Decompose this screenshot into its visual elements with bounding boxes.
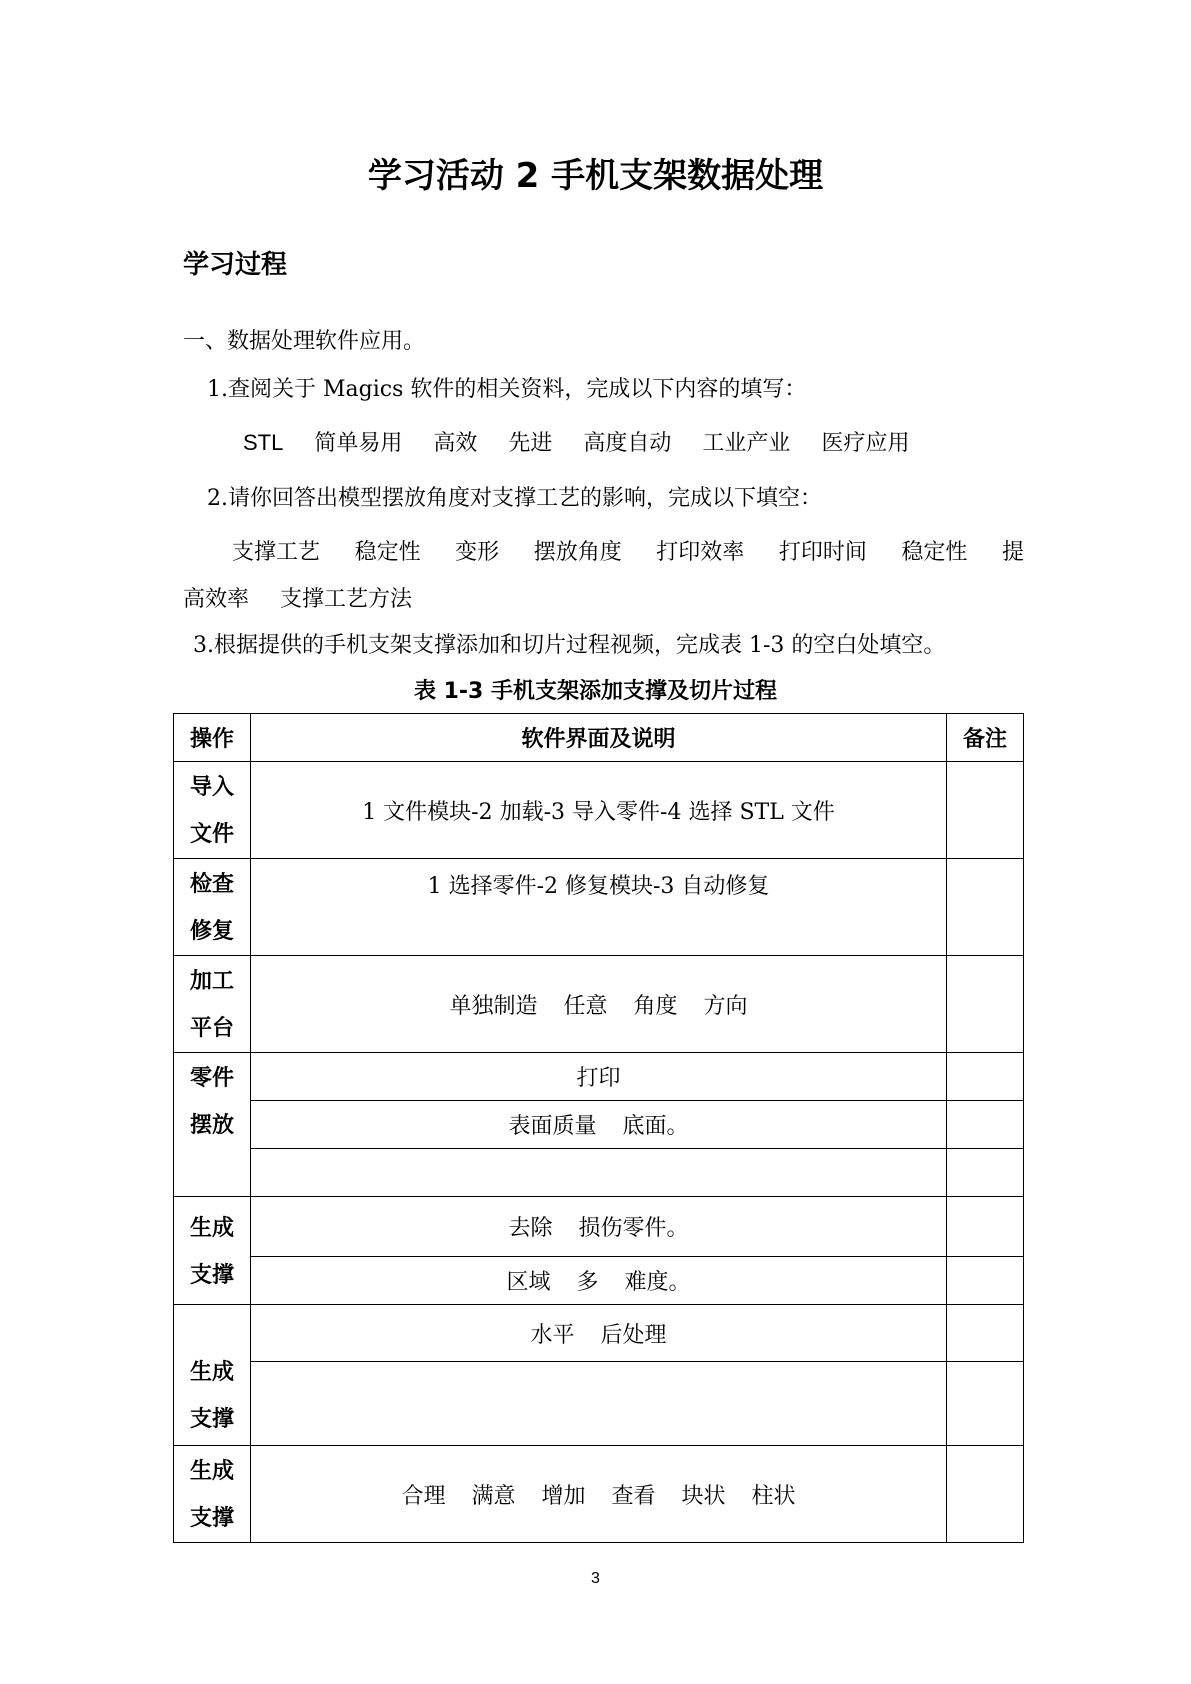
question-1-answer-words <box>243 428 909 459</box>
desc-cell: 打印 <box>251 1053 947 1101</box>
table-caption: 表 1-3 手机支架添加支撑及切片过程 <box>413 679 778 704</box>
table-row <box>174 1257 1024 1305</box>
answer-word: 打印时间 <box>778 540 867 565</box>
op-cell: 零件 摆放 <box>174 1053 251 1197</box>
desc-cell: 去除 损伤零件。 <box>251 1197 947 1257</box>
note-cell <box>947 1257 1024 1305</box>
op-cell: 生成 支撑 <box>174 1305 251 1446</box>
note-cell <box>947 762 1024 859</box>
note-cell <box>947 859 1024 956</box>
answer-word: 医疗应用 <box>821 431 910 456</box>
note-cell <box>947 1149 1024 1197</box>
op-cell: 生成 支撑 <box>174 1197 251 1305</box>
question-2-text: 2.请你回答出模型摆放角度对支撑工艺的影响，完成以下填空： <box>207 486 822 511</box>
section-heading: 学习过程 <box>183 250 288 280</box>
table-row <box>174 1101 1024 1149</box>
answer-word: 稳定性 <box>354 540 421 565</box>
answer-word: 工业产业 <box>702 431 791 456</box>
answer-word: 支撑工艺 <box>232 540 321 565</box>
op-cell: 生成 支撑 <box>174 1446 251 1543</box>
table-row <box>174 1362 1024 1446</box>
desc-cell: 水平 后处理 <box>251 1305 947 1362</box>
desc-cell: 1 选择零件-2 修复模块-3 自动修复 <box>251 859 947 956</box>
table-row <box>174 956 1024 1053</box>
table-row <box>174 1197 1024 1257</box>
desc-cell <box>251 1362 947 1446</box>
page-number: 3 <box>591 1570 600 1587</box>
answer-word: 高效 <box>433 431 478 456</box>
header-desc: 软件界面及说明 <box>251 714 947 762</box>
answer-word: 支撑工艺方法 <box>280 587 413 612</box>
note-cell <box>947 1053 1024 1101</box>
op-cell: 加工 平台 <box>174 956 251 1053</box>
page-title: 学习活动 2 手机支架数据处理 <box>367 156 824 196</box>
desc-cell: 表面质量 底面。 <box>251 1101 947 1149</box>
answer-word: 简单易用 <box>314 431 403 456</box>
question-2-answer-words-line2 <box>183 585 412 615</box>
header-note: 备注 <box>947 714 1024 762</box>
table-row <box>174 1149 1024 1197</box>
table-row <box>174 1305 1024 1362</box>
answer-word: 打印效率 <box>656 540 745 565</box>
process-table <box>173 713 1024 1543</box>
table-row <box>174 1053 1024 1101</box>
desc-cell: 1 文件模块-2 加载-3 导入零件-4 选择 STL 文件 <box>251 762 947 859</box>
desc-cell: 合理 满意 增加 查看 块状 柱状 <box>251 1446 947 1543</box>
answer-word: 摆放角度 <box>533 540 622 565</box>
desc-cell: 单独制造 任意 角度 方向 <box>251 956 947 1053</box>
table-row <box>174 1446 1024 1543</box>
table-header-row <box>174 714 1024 762</box>
op-cell: 导入 文件 <box>174 762 251 859</box>
header-op: 操作 <box>174 714 251 762</box>
note-cell <box>947 1362 1024 1446</box>
answer-word: 稳定性 <box>901 540 968 565</box>
op-cell: 检查 修复 <box>174 859 251 956</box>
desc-cell <box>251 1149 947 1197</box>
part1-heading: 一、数据处理软件应用。 <box>183 329 426 354</box>
desc-cell: 区域 多 难度。 <box>251 1257 947 1305</box>
note-cell <box>947 1101 1024 1149</box>
table-row <box>174 859 1024 956</box>
note-cell <box>947 1446 1024 1543</box>
note-cell <box>947 1305 1024 1362</box>
answer-word: 变形 <box>455 540 500 565</box>
answer-word: 先进 <box>508 431 553 456</box>
answer-word: 提 <box>1001 540 1024 565</box>
question-2-answer-words-line1 <box>232 538 1024 568</box>
table-row <box>174 762 1024 859</box>
question-1-text: 1.查阅关于 Magics 软件的相关资料，完成以下内容的填写： <box>207 377 807 402</box>
answer-word: 高效率 <box>183 587 250 612</box>
question-3-text: 3.根据提供的手机支架支撑添加和切片过程视频，完成表 1-3 的空白处填空。 <box>193 633 946 658</box>
answer-word: STL <box>243 430 284 455</box>
answer-word: 高度自动 <box>583 431 672 456</box>
note-cell <box>947 1197 1024 1257</box>
note-cell <box>947 956 1024 1053</box>
